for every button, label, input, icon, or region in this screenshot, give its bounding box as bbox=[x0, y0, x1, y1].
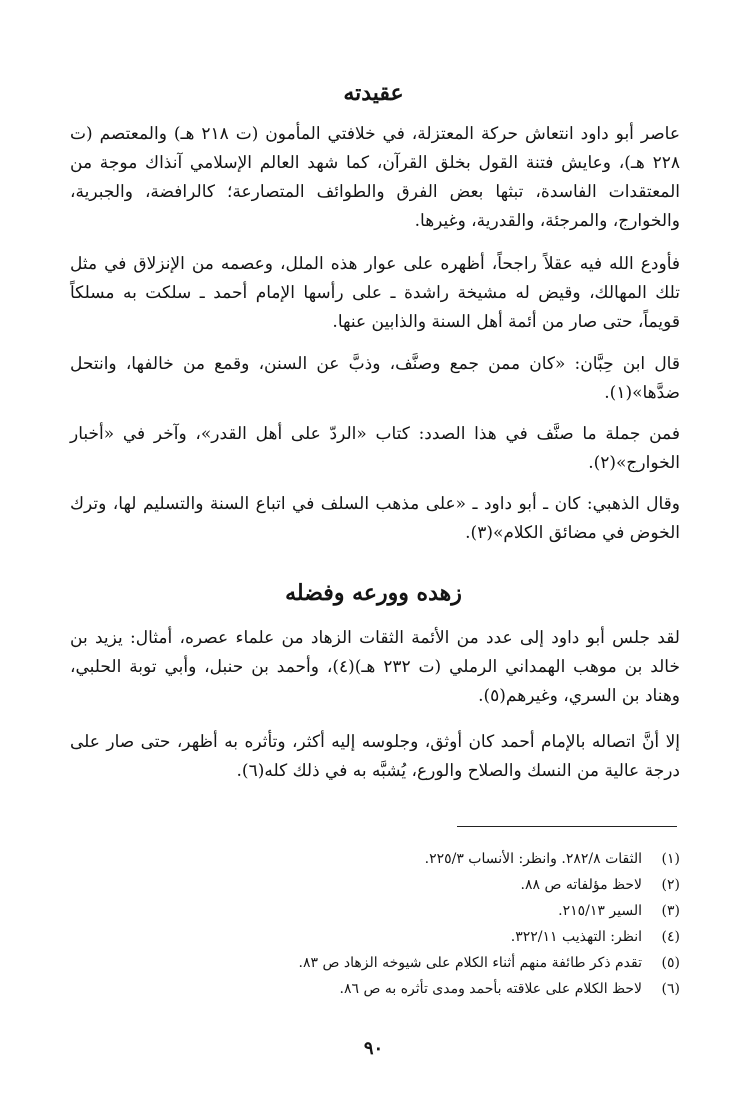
footnote-text: لاحظ مؤلفاته ص ٨٨. bbox=[520, 877, 642, 893]
footnote-text: انظر: التهذيب ٣٢٢/١١. bbox=[510, 929, 642, 945]
footnote-number: (٣) bbox=[661, 903, 680, 919]
paragraph: عاصر أبو داود انتعاش حركة المعتزلة، في خلافتي المأمون (ت ٢١٨ هـ) والمعتصم (ت ٢٢٨ هـ)، وعايش فتنة القول بخلق القرآن، كما شهد العالم الإسلامي آنذاك موجة من المعتقدات الفاسدة، تبثها بعض الفرق والطوائف المتصارعة؛ كالرافضة، والجبرية، والخوارج، والمرجئة، والقدرية، وغيرها. bbox=[70, 124, 680, 231]
footnote-item bbox=[70, 976, 680, 1002]
footnote-number: (٦) bbox=[661, 981, 680, 997]
footnote-item bbox=[70, 872, 680, 898]
footnote-separator bbox=[457, 826, 677, 827]
footnote-item bbox=[70, 846, 680, 872]
footnote-number: (٢) bbox=[661, 877, 680, 893]
footnote-item bbox=[70, 898, 680, 924]
footnote-text: الثقات ٢٨٢/٨. وانظر: الأنساب ٢٢٥/٣. bbox=[424, 851, 642, 867]
section-heading-creed: عقيدته bbox=[343, 80, 404, 106]
footnote-text: تقدم ذكر طائفة منهم أثناء الكلام على شيوخه الزهاد ص ٨٣. bbox=[298, 955, 642, 971]
section-heading-asceticism: زهده وورعه وفضله bbox=[285, 580, 462, 606]
paragraph: لقد جلس أبو داود إلى عدد من الأئمة الثقات الزهاد من علماء عصره، أمثال: يزيد بن خالد بن موهب الهمداني الرملي (ت ٢٣٢ هـ)(٤)، وأحمد بن حنبل، وأبي توبة الحلبي، وهناد بن السري، وغيرهم(٥). bbox=[70, 628, 680, 706]
footnote-number: (١) bbox=[661, 851, 680, 867]
footnote-text: السير ٢١٥/١٣. bbox=[558, 903, 642, 919]
footnote-item bbox=[70, 924, 680, 950]
footnote-number: (٤) bbox=[661, 929, 680, 945]
footnote-text: لاحظ الكلام على علاقته بأحمد ومدى تأثره به ص ٨٦. bbox=[339, 981, 642, 997]
paragraph: وقال الذهبي: كان ـ أبو داود ـ «على مذهب السلف في اتباع السنة والتسليم لها، وترك الخوض في مضائق الكلام»(٣). bbox=[70, 494, 680, 543]
paragraph: إلا أنَّ اتصاله بالإمام أحمد كان أوثق، وجلوسه إليه أكثر، وتأثره به أظهر، حتى صار على درجة عالية من النسك والصلاح والورع، يُشبَّه به في ذلك كله(٦). bbox=[70, 732, 680, 781]
footnote-number: (٥) bbox=[661, 955, 680, 971]
footnotes-list bbox=[70, 846, 680, 1002]
paragraph: فأودع الله فيه عقلاً راجحاً، أظهره على عوار هذه الملل، وعصمه من الإنزلاق في مثل تلك المهالك، وقيض له مشيخة راشدة ـ على رأسها الإمام أحمد ـ سلكت به مسلكاً قويماً، حتى صار من أئمة أهل السنة والذابين عنها. bbox=[70, 254, 680, 332]
paragraph: قال ابن حِبَّان: «كان ممن جمع وصنَّف، وذبَّ عن السنن، وقمع من خالفها، وانتحل ضدَّها»(١). bbox=[70, 354, 680, 403]
page-number: ٩٠ bbox=[363, 1038, 384, 1059]
paragraph: فمن جملة ما صنَّف في هذا الصدد: كتاب «الردّ على أهل القدر»، وآخر في «أخبار الخوارج»(٢). bbox=[70, 424, 680, 473]
footnote-item bbox=[70, 950, 680, 976]
